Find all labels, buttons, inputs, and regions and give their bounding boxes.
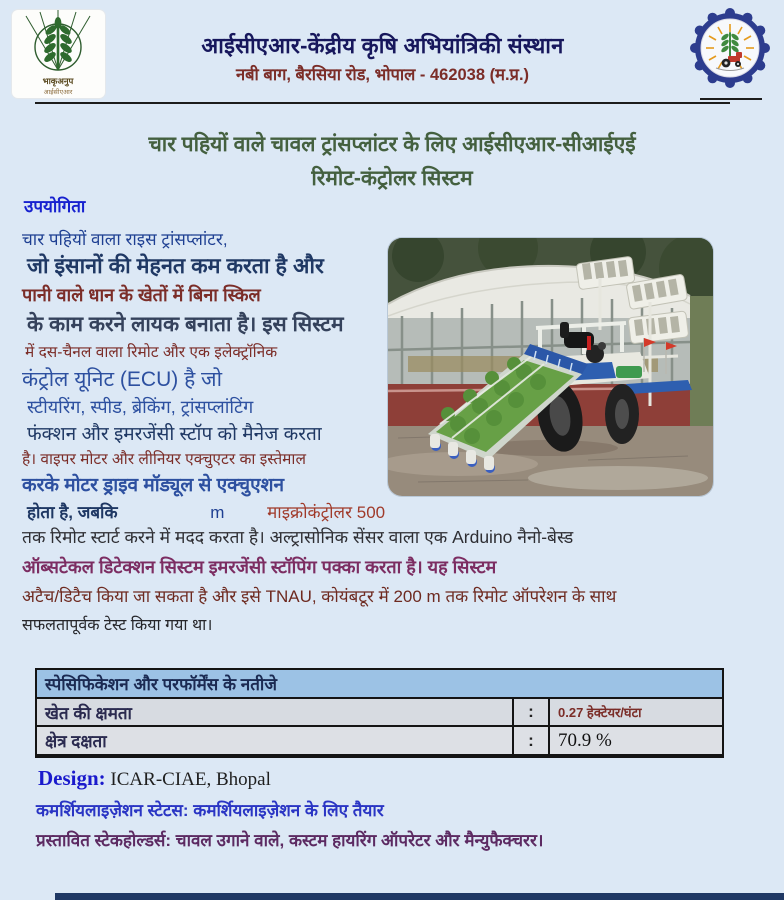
row-label: खेत की क्षमता — [37, 699, 514, 725]
icar-logo — [12, 10, 105, 98]
paddy-field-scene — [388, 238, 713, 496]
header-divider — [35, 102, 730, 104]
table-row — [37, 699, 722, 727]
split-line-a: होता है, जबकि — [27, 503, 118, 522]
institute-address: नबी बाग, बैरसिया रोड, भोपाल - 462038 (म.प्र.) — [235, 66, 530, 84]
ciae-gear-icon — [688, 6, 772, 90]
body-line: कंट्रोल यूनिट (ECU) है जो — [22, 368, 223, 391]
para-line: अटैच/डिटैच किया जा सकता है और इसे TNAU, कोयंबटूर में 200 m तक रिमोट ऑपरेशन के साथ — [22, 587, 617, 606]
logo-divider — [700, 98, 762, 100]
spec-table-header: स्पेसिफिकेशन और परफॉर्मेंस के नतीजे — [37, 670, 722, 699]
body-line: में दस-चैनल वाला रिमोट और एक इलेक्ट्रॉनिक — [25, 344, 278, 361]
spec-table — [35, 668, 724, 758]
commercialization-status: कमर्शियलाइज़ेशन स्टेटस: कमर्शियलाइज़ेशन के लिए तैयार — [36, 801, 384, 820]
body-line: है। वाइपर मोटर और लीनियर एक्चुएटर का इस्तेमाल — [22, 451, 306, 468]
para-line: ऑब्सटेकल डिटेक्शन सिस्टम इमरजेंसी स्टॉपिंग पक्का करता है। यह सिस्टम — [22, 557, 497, 577]
icar-wheat-icon — [12, 10, 105, 98]
split-line-b: m — [210, 503, 225, 522]
page-title — [40, 128, 744, 196]
body-line: के काम करने लायक बनाता है। इस सिस्टम — [27, 313, 344, 336]
design-label: Design: — [38, 766, 106, 790]
row-separator: : — [514, 727, 550, 754]
para-line: तक रिमोट स्टार्ट करने में मदद करता है। अल्ट्रासोनिक सेंसर वाला एक Arduino नैनो-बेस्ड — [22, 527, 574, 547]
body-line: जो इंसानों की मेहनत कम करता है और — [27, 254, 324, 278]
table-row — [37, 727, 722, 756]
body-line: फंक्शन और इमरजेंसी स्टॉप को मैनेज करता — [27, 424, 322, 445]
proposed-stakeholders: प्रस्तावित स्टेकहोल्डर्स: चावल उगाने वाले, कस्टम हायरिंग ऑपरेटर और मैन्युफैक्चरर। — [36, 831, 544, 850]
split-line-c: माइक्रोकंट्रोलर 500 — [267, 503, 386, 522]
row-label: क्षेत्र दक्षता — [37, 727, 514, 754]
page-title-line1: चार पहियों वाले चावल ट्रांसप्लांटर के लिए आईसीएआर-सीआईएई — [148, 133, 636, 156]
design-value: ICAR-CIAE, Bhopal — [105, 769, 271, 790]
body-text-column — [22, 228, 388, 526]
body-line: स्टीयरिंग, स्पीड, ब्रेकिंग, ट्रांसप्लांटिंग — [27, 397, 254, 417]
icar-caption-1: भाकृअनुप — [42, 76, 74, 86]
bottom-bar — [55, 893, 784, 900]
institute-name: आईसीएआर-केंद्रीय कृषि अभियांत्रिकी संस्थान — [201, 33, 564, 58]
body-line: पानी वाले धान के खेतों में बिना स्किल — [22, 285, 261, 305]
body-line: चार पहियों वाला राइस ट्रांसप्लांटर, — [22, 230, 228, 249]
row-separator: : — [514, 699, 550, 725]
page-title-line2: रिमोट-कंट्रोलर सिस्टम — [311, 167, 473, 190]
para-line: सफलतापूर्वक टेस्ट किया गया था। — [22, 617, 213, 634]
body-line: करके मोटर ड्राइव मॉड्यूल से एक्चुएशन — [22, 475, 285, 496]
design-credit — [38, 766, 271, 791]
body-paragraph-wide — [22, 522, 770, 640]
row-value: 70.9 % — [550, 727, 722, 754]
section-label-utility: उपयोगिता — [24, 197, 86, 216]
row-value: 0.27 हेक्टेयर/घंटा — [550, 699, 722, 725]
transplanter-photo — [388, 238, 713, 496]
ciae-emblem — [688, 6, 772, 90]
icar-caption-2: आईसीएआर — [43, 89, 73, 96]
